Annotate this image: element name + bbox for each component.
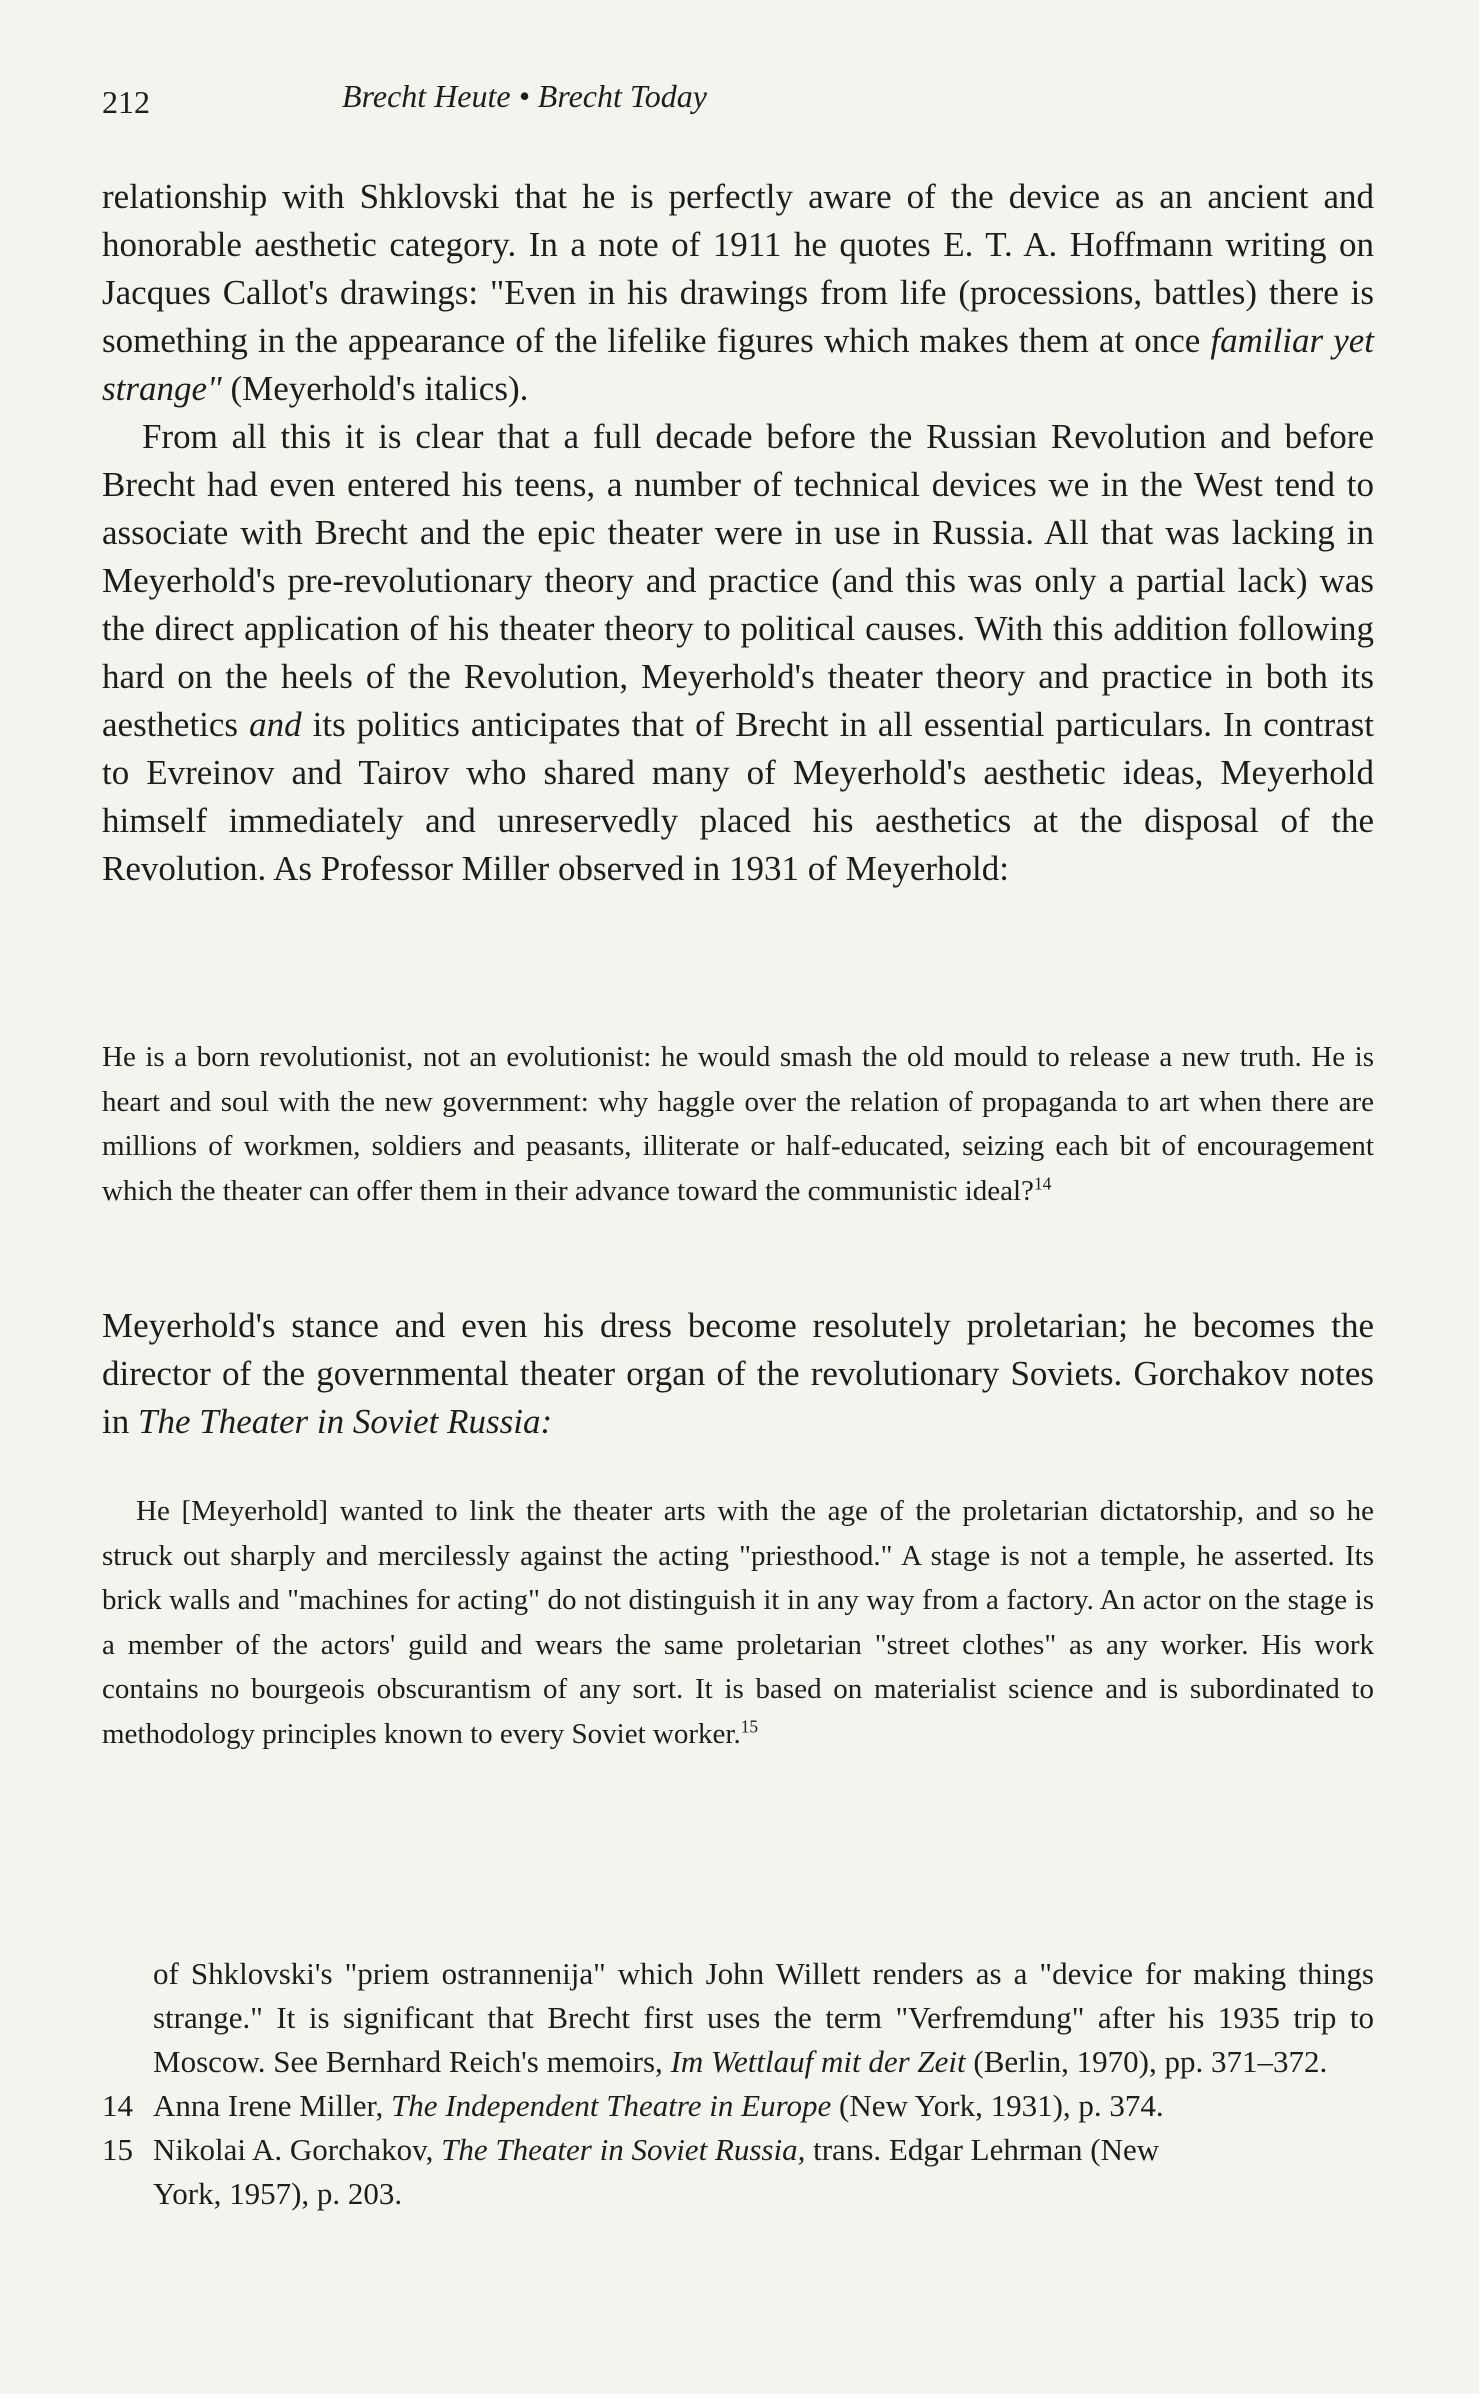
footnote-text [153,2128,1374,2172]
book-title: The Theater in Soviet Russia: [137,1402,553,1441]
footnote-ref-15[interactable]: 15 [740,1715,759,1736]
page-header [102,78,947,128]
italic-phrase: familiar yet strange" [102,321,1374,408]
footnote-text: (Berlin, 1970), pp. 371–372. [965,2044,1328,2079]
italic-word: and [249,705,302,744]
footnote-citation: (New York, 1931), p. 374. [831,2088,1164,2123]
footnote-citation: trans. Edgar Lehrman (New [805,2132,1160,2167]
footnote-15 [102,2128,1374,2172]
book-title: The Independent Theatre in Europe [391,2088,832,2123]
paragraph-text: its politics anticipates that of Brecht in all essential particulars. In contrast to Evreinov and Tairov who shared many of Meyerhold's aesthetic ideas, Meyerhold himself immediately and unreservedly placed his aesthetics at the disposal of the Revolution. As Professor Miller observed in 1931 of Meyerhold: [102,705,1374,888]
quote-text: He is a born revolutionist, not an evolutionist: he would smash the old mould to release a new truth. He is heart and soul with the new government: why haggle over the relation of propaganda to art when there are millions of workmen, soldiers and peasants, illiterate or half-educated, seizing each bit of encouragement which the theater can offer them in their advance toward the communistic ideal? [102,1041,1374,1207]
footnote-text: of Shklovski's "priem ostrannenija" which John Willett renders as a "device for making things strange." It is significant that Brecht first uses the term "Verfremdung" after his 1935 trip to Moscow. See Bernhard Reich's memoirs, [153,1956,1374,2079]
footnote-continuation [102,1952,1374,2084]
footnote-text [153,2084,1374,2128]
book-title: Im Wettlauf mit der Zeit [670,2044,966,2079]
footnote-author: Anna Irene Miller, [153,2088,392,2123]
book-title: The Theater in Soviet Russia, [441,2132,806,2167]
paragraph [102,1302,1374,1446]
footnote-14 [102,2084,1374,2128]
block-quote-miller [102,1035,1374,1213]
body-text [102,173,1374,893]
paragraph-text: From all this it is clear that a full decade before the Russian Revolution and before Brecht had even entered his teens, a number of technical devices we in the West tend to associate with Brecht and the epic theater were in use in Russia. All that was lacking in Meyerhold's pre-revolutionary theory and practice (and this was only a partial lack) was the direct application of his theater theory to political causes. With this addition following hard on the heels of the Revolution, Meyerhold's theater theory and practice in both its aesthetics [102,417,1374,744]
page-number: 212 [102,84,150,120]
footnote-author: Nikolai A. Gorchakov, [153,2132,442,2167]
block-quote-gorchakov [102,1489,1374,1756]
footnote-ref-14[interactable]: 14 [1033,1172,1052,1193]
footnote-number: 15 [102,2132,133,2167]
quote-text: He [Meyerhold] wanted to link the theater arts with the age of the proletarian dictatorship, and so he struck out sharply and mercilessly against the acting "priesthood." A stage is not a temple, he asserted. Its brick walls and "machines for acting" do not distinguish it in any way from a factory. An actor on the stage is a member of the actors' guild and wears the same proletarian "street clothes" as any worker. His work contains no bourgeois obscurantism of any sort. It is based on materialist science and is subordinated to methodology principles known to every Soviet worker. [102,1495,1374,1750]
running-head: Brecht Heute • Brecht Today [342,78,707,114]
footnotes [102,1952,1374,2216]
paragraph-text: relationship with Shklovski that he is perfectly aware of the device as an ancient and honorable aesthetic category. In a note of 1911 he quotes E. T. A. Hoffmann writing on Jacques Callot's drawings: "Even in his drawings from life (processions, battles) there is something in the appearance of the lifelike figures which makes them at once [102,177,1374,360]
footnote-citation-cont: York, 1957), p. 203. [153,2176,403,2211]
footnote-number: 14 [102,2088,133,2123]
paragraph-text: Meyerhold's stance and even his dress become resolutely proletarian; he becomes the director of the governmental theater organ of the revolutionary Soviets. Gorchakov notes in [102,1306,1374,1441]
paragraph [102,413,1374,893]
paragraph-continuation [102,173,1374,413]
paragraph-text: (Meyerhold's italics). [221,369,529,408]
